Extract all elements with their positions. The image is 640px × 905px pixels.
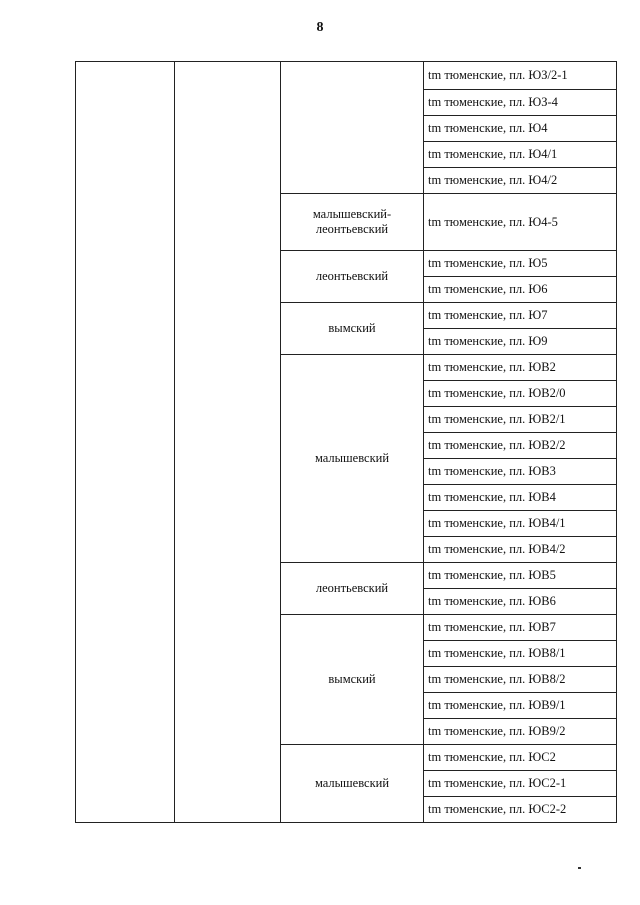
- plast-cell: tm тюменские, пл. ЮЗ/2-1: [424, 62, 617, 90]
- plast-cell: tm тюменские, пл. ЮВ8/2: [424, 667, 617, 693]
- plast-cell: tm тюменские, пл. ЮВ8/1: [424, 641, 617, 667]
- plast-cell: tm тюменские, пл. ЮВ2/0: [424, 381, 617, 407]
- horizon-cell: леонтьевский: [281, 563, 424, 615]
- plast-cell: tm тюменские, пл. Ю9: [424, 329, 617, 355]
- horizon-cell: вымский: [281, 615, 424, 745]
- plast-cell: tm тюменские, пл. ЮВ2/2: [424, 433, 617, 459]
- plast-cell: tm тюменские, пл. ЮВ2: [424, 355, 617, 381]
- plast-cell: tm тюменские, пл. Ю5: [424, 251, 617, 277]
- plast-cell: tm тюменские, пл. Ю4-5: [424, 194, 617, 251]
- horizon-cell: [281, 62, 424, 194]
- plast-cell: tm тюменские, пл. Ю4/1: [424, 142, 617, 168]
- horizon-cell: малышевский-леонтьевский: [281, 194, 424, 251]
- horizon-cell: малышевский: [281, 355, 424, 563]
- scan-mark: [578, 867, 581, 869]
- horizons-table: [75, 61, 617, 823]
- plast-cell: tm тюменские, пл. Ю4/2: [424, 168, 617, 194]
- column-1-cell: [76, 62, 175, 823]
- plast-cell: tm тюменские, пл. ЮС2-2: [424, 797, 617, 823]
- plast-cell: tm тюменские, пл. Ю6: [424, 277, 617, 303]
- plast-cell: tm тюменские, пл. ЮЗ-4: [424, 90, 617, 116]
- plast-cell: tm тюменские, пл. ЮВ2/1: [424, 407, 617, 433]
- horizon-cell: малышевский: [281, 745, 424, 823]
- plast-cell: tm тюменские, пл. ЮВ9/1: [424, 693, 617, 719]
- plast-cell: tm тюменские, пл. Ю4: [424, 116, 617, 142]
- plast-cell: tm тюменские, пл. ЮС2: [424, 745, 617, 771]
- table-row: [76, 62, 617, 90]
- column-2-cell: [175, 62, 281, 823]
- plast-cell: tm тюменские, пл. ЮВ7: [424, 615, 617, 641]
- plast-cell: tm тюменские, пл. ЮС2-1: [424, 771, 617, 797]
- plast-cell: tm тюменские, пл. ЮВ4: [424, 485, 617, 511]
- plast-cell: tm тюменские, пл. ЮВ4/2: [424, 537, 617, 563]
- horizon-cell: леонтьевский: [281, 251, 424, 303]
- plast-cell: tm тюменские, пл. ЮВ5: [424, 563, 617, 589]
- plast-cell: tm тюменские, пл. Ю7: [424, 303, 617, 329]
- plast-cell: tm тюменские, пл. ЮВ9/2: [424, 719, 617, 745]
- plast-cell: tm тюменские, пл. ЮВ3: [424, 459, 617, 485]
- plast-cell: tm тюменские, пл. ЮВ6: [424, 589, 617, 615]
- page-number: 8: [316, 20, 324, 35]
- plast-cell: tm тюменские, пл. ЮВ4/1: [424, 511, 617, 537]
- horizon-cell: вымский: [281, 303, 424, 355]
